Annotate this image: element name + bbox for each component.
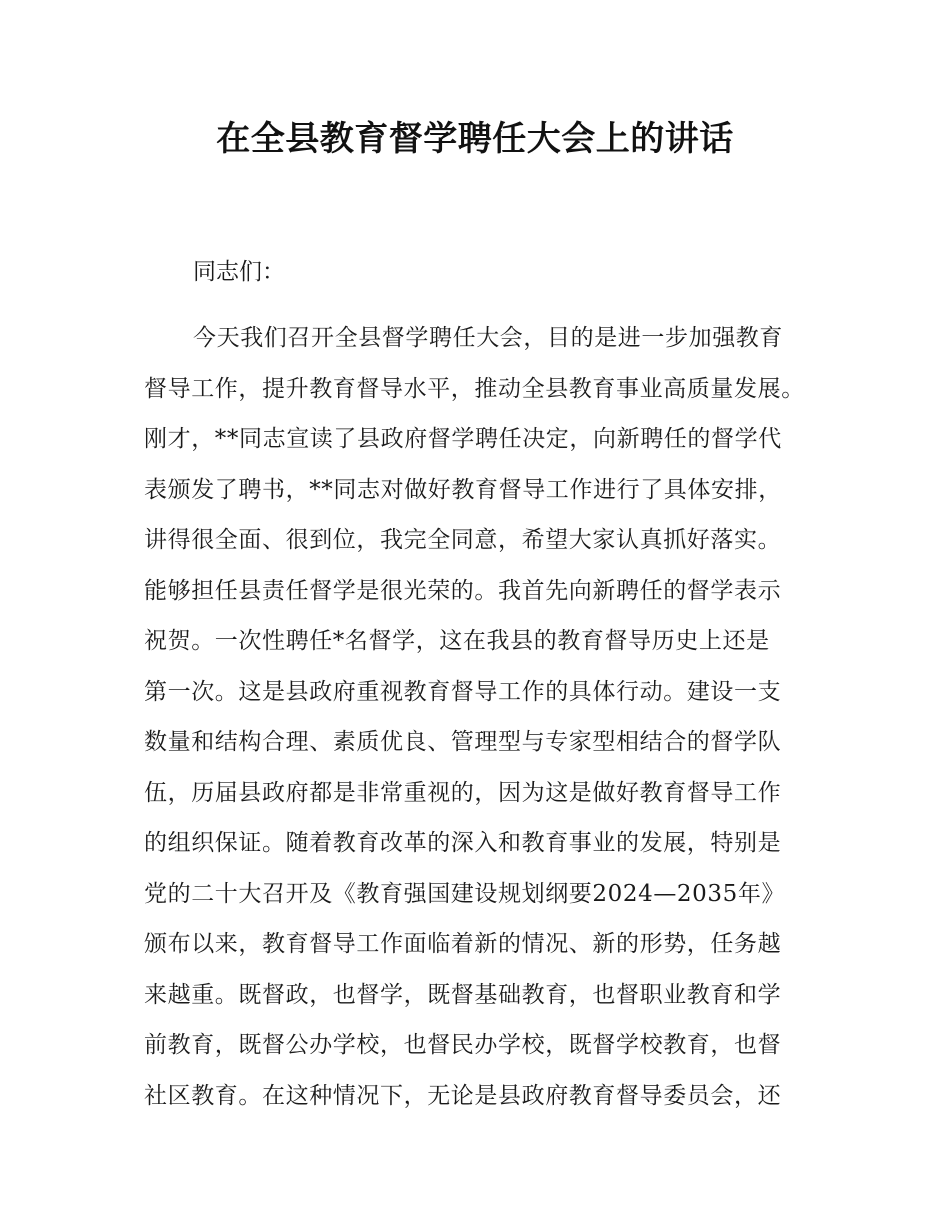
body-line: 颁布以来，教育督导工作面临着新的情况、新的形势，任务越 [144, 931, 782, 957]
document-body [144, 320, 824, 1128]
body-line: 刚才，**同志宣读了县政府督学聘任决定，向新聘任的督学代 [144, 426, 782, 452]
body-line: 伍，历届县政府都是非常重视的，因为这是做好教育督导工作 [144, 779, 782, 806]
body-line: 讲得很全面、很到位，我完全同意，希望大家认真抓好落实。 [144, 527, 782, 553]
body-line: 能够担任县责任督学是很光荣的。我首先向新聘任的督学表示 [144, 577, 782, 604]
body-line: 祝贺。一次性聘任*名督学，这在我县的教育督导历史上还是 [144, 628, 770, 654]
body-line: 今天我们召开全县督学聘任大会，目的是进一步加强教育 [193, 325, 783, 351]
body-line: 第一次。这是县政府重视教育督导工作的具体行动。建设一支 [144, 678, 782, 705]
document-title: 在全县教育督学聘任大会上的讲话 [216, 119, 734, 159]
body-line: 前教育，既督公办学校，也督民办学校，既督学校教育，也督 [144, 1032, 782, 1058]
body-line: 的组织保证。随着教育改革的深入和教育事业的发展，特别是 [144, 830, 782, 856]
body-line: 表颁发了聘书，**同志对做好教育督导工作进行了具体安排， [144, 476, 782, 503]
body-line: 数量和结构合理、素质优良、管理型与专家型相结合的督学队 [144, 729, 782, 755]
body-line: 来越重。既督政，也督学，既督基础教育，也督职业教育和学 [144, 981, 782, 1008]
body-line: 社区教育。在这种情况下，无论是县政府教育督导委员会，还 [144, 1082, 782, 1109]
salutation: 同志们： [193, 259, 285, 285]
body-line: 党的二十大召开及《教育强国建设规划纲要2024—2035年》 [144, 880, 786, 907]
body-line: 督导工作，提升教育督导水平，推动全县教育事业高质量发展。 [144, 375, 805, 402]
